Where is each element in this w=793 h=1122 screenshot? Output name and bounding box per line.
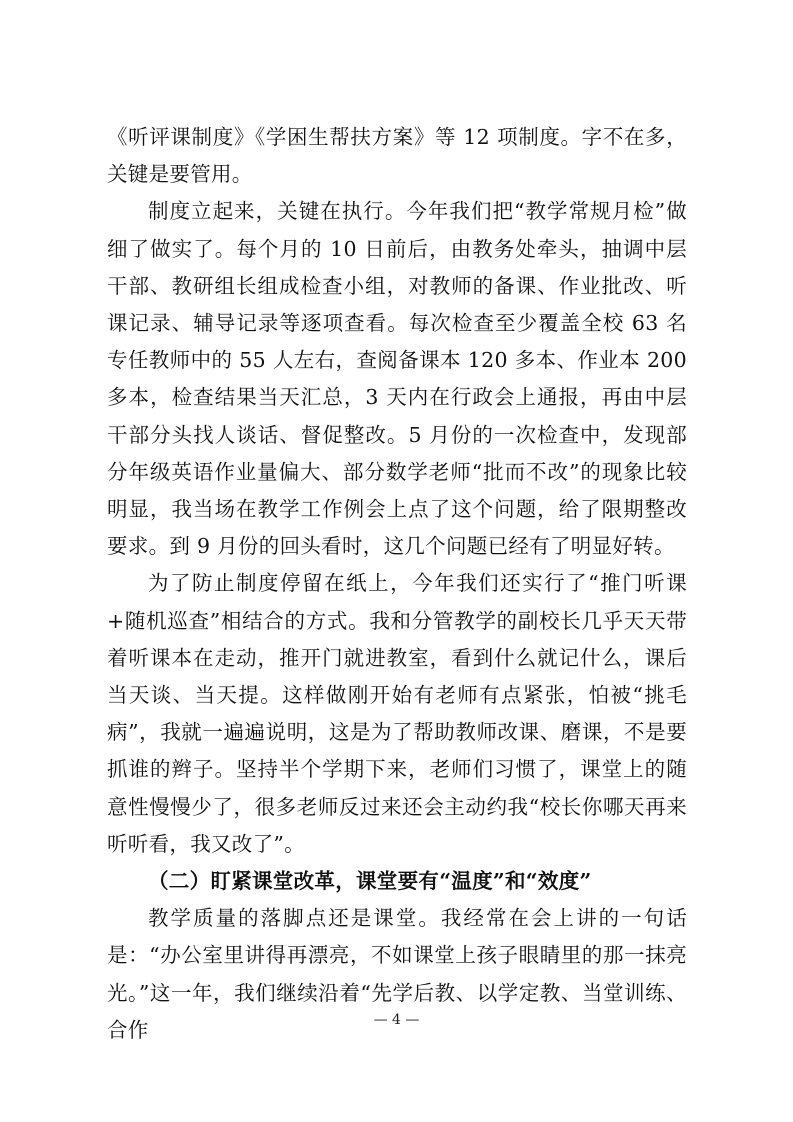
page-number: — 4 — — [373, 1012, 420, 1028]
document-body — [107, 119, 687, 1049]
section-heading: （二）盯紧课堂改革，课堂要有“温度”和“效度” — [148, 869, 592, 894]
paragraph-continued: 《听评课制度》《学困生帮扶方案》等 12 项制度。字不在多，关键是要管用。 — [107, 125, 687, 187]
paragraph-classroom-visits: 为了防止制度停留在纸上，今年我们还实行了“推门听课+随机巡查”相结合的方式。我和分管教学的副校长几乎天天带着听课本在走动，推开门就进教室，看到什么就记什么，课后当天谈、当天提。这样做刚开始有老师有点紧张，怕被“挑毛病”，我就一遍遍说明，这是为了帮助教师改课、磨课，不是要抓谁的辫子。坚持半个学期下来，老师们习惯了，课堂上的随意性慢慢少了，很多老师反过来还会主动约我“校长你哪天再来听听看，我又改了”。 — [107, 571, 687, 856]
paragraph-classroom-reform: 教学质量的落脚点还是课堂。我经常在会上讲的一句话是：“办公室里讲得再漂亮，不如课堂上孩子眼睛里的那一抹亮光。”这一年，我们继续沿着“先学后教、以学定教、当堂训练、合作 — [107, 906, 687, 1042]
paragraph-execution: 制度立起来，关键在执行。今年我们把“教学常规月检”做细了做实了。每个月的 10 日前后，由教务处牵头，抽调中层干部、教研组长组成检查小组，对教师的备课、作业批改、听课记录、辅导记录等逐项查看。每次检查至少覆盖全校 63 名专任教师中的 55 人左右，查阅备课本 120 多本、作业本 200 多本，检查结果当天汇总，3 天内在行政会上通报，再由中层干部分头找人谈话、督促整改。5 月份的一次检查中，发现部分年级英语作业量偏大、部分数学老师“批而不改”的现象比较明显，我当场在教学工作例会上点了这个问题，给了限期整改要求。到 9 月份的回头看时，这几个问题已经有了明显好转。 — [107, 199, 687, 559]
